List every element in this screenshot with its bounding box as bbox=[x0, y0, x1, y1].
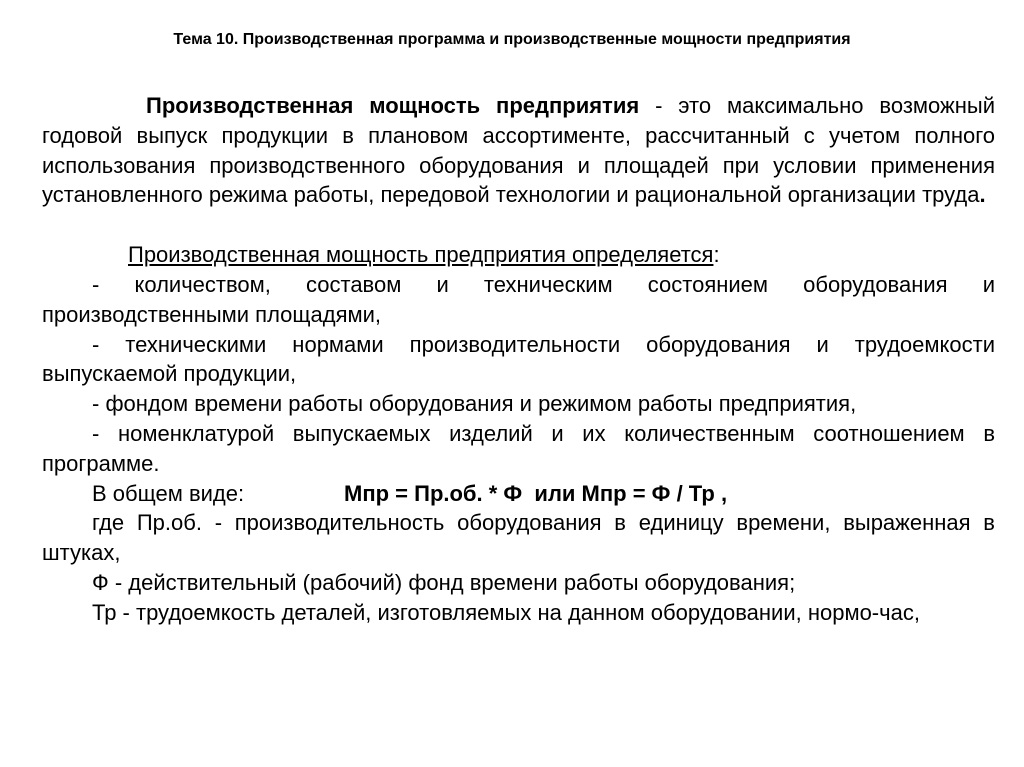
legend-item: Тр - трудоемкость деталей, изготовляемых на данном оборудовании, нормо-час, bbox=[92, 599, 920, 625]
definition-end: . bbox=[979, 182, 986, 208]
determined-heading bbox=[42, 240, 995, 270]
definition-term: Производственная мощность предприятия bbox=[146, 93, 640, 118]
formula-tail: , bbox=[714, 480, 728, 506]
determined-heading-text: Производственная мощность предприятия определяется bbox=[128, 242, 714, 268]
list-item: - фондом времени работы оборудования и режимом работы предприятия, bbox=[92, 391, 857, 417]
formula-row bbox=[42, 479, 995, 509]
slide-title: Тема 10. Производственная программа и производственные мощности предприятия bbox=[173, 31, 851, 48]
spacer bbox=[42, 210, 995, 240]
legend-item: Ф - действительный (рабочий) фонд времени работы оборудования; bbox=[92, 569, 796, 595]
definition-paragraph bbox=[42, 91, 995, 210]
formula-expression: Мпр = Пр.об. * Ф или Мпр = Ф / Тр bbox=[344, 480, 715, 506]
list-item: - техническими нормами производительности оборудования и трудоемкости выпускаемой продукции, bbox=[42, 331, 995, 387]
formula-label: В общем виде: bbox=[92, 480, 245, 506]
list-item: - номенклатурой выпускаемых изделий и их количественным соотношением в программе. bbox=[42, 420, 995, 476]
list-item: - количеством, составом и техническим состоянием оборудования и производственными площадями, bbox=[42, 271, 995, 327]
legend-item: где Пр.об. - производительность оборудования в единицу времени, выраженная в штуках, bbox=[42, 510, 995, 566]
slide-body bbox=[42, 91, 995, 628]
determined-heading-colon: : bbox=[713, 242, 720, 268]
definition-text: - это максимально возможный годовой выпуск продукции в плановом ассортименте, рассчитанный с учетом полного использования производственного оборудования и площадей при условии применения установленного режима работы, передовой технологии и рациональной организации труда bbox=[42, 93, 995, 208]
